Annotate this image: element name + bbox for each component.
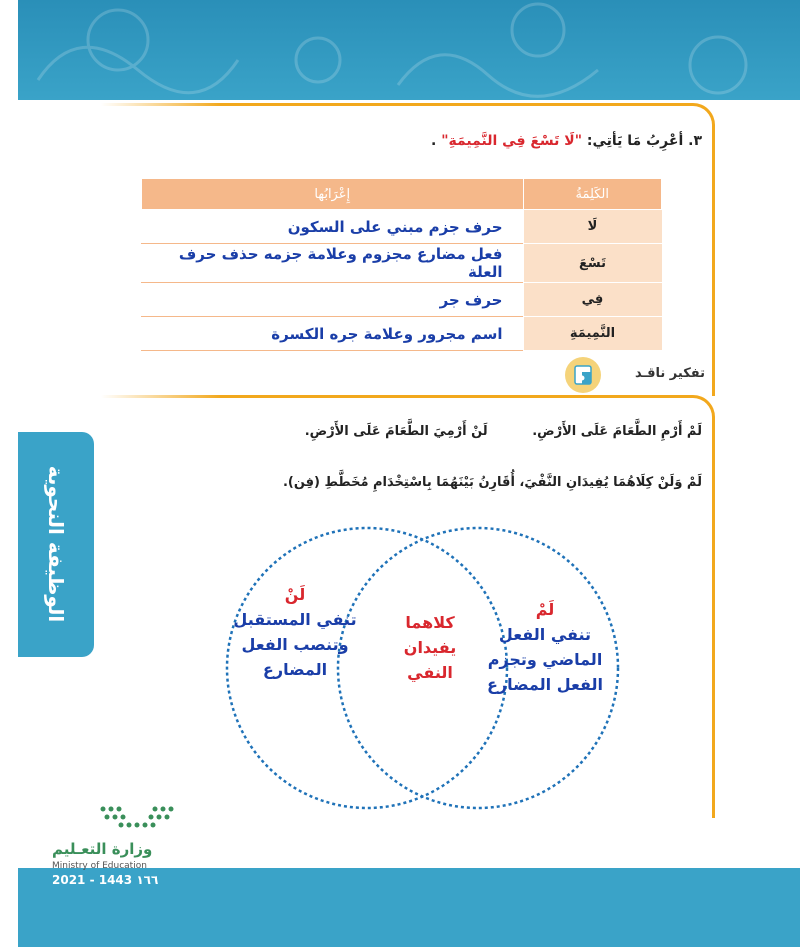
logo-year: 2021 - 1443 (52, 873, 133, 887)
row-answer: اسم مجرور وعلامة جره الكسرة (142, 317, 524, 351)
row-word: تَسْعَ (523, 244, 662, 283)
venn-lam-line: الماضي وتجزم (487, 650, 603, 669)
logo-dots-icon (95, 803, 185, 835)
banner-pattern (18, 0, 800, 100)
page-number: ١٦٦ (136, 873, 159, 887)
row-word: النَّمِيمَةِ (523, 317, 662, 351)
side-tab (18, 432, 94, 657)
example-sentence-lan: لَنْ أَرْمِيَ الطَّعَامَ عَلَى الأَرْضِ. (304, 424, 488, 439)
row-answer: حرف جر (142, 283, 524, 317)
venn-shared-line: النفي (407, 663, 453, 682)
top-banner (18, 0, 800, 100)
question-text: أعْرِبُ مَا يَأتِي: (586, 133, 684, 149)
venn-lan-line: المضارع (262, 660, 328, 679)
venn-lan-line: تنفي المستقبل (233, 610, 357, 629)
logo-english: Ministry of Education (52, 861, 147, 871)
venn-lan-head: لَنْ (284, 585, 306, 604)
logo-arabic: وزارة التعـليم (52, 840, 153, 858)
venn-lam-line: تنفي الفعل (498, 625, 592, 644)
venn-shared-text (380, 610, 480, 685)
venn-lam-line: الفعل المضارع (486, 675, 604, 694)
row-word: فِي (523, 283, 662, 317)
irab-table (141, 178, 662, 351)
row-answer: حرف جزم مبني على السكون (142, 210, 524, 244)
question-end: . (431, 133, 437, 149)
table-header-row (142, 179, 662, 210)
side-tab-label: الوظيفة النحوية (44, 465, 68, 623)
critical-thinking-label: تفكير ناقـد (635, 366, 705, 381)
venn-lam-text (470, 597, 620, 697)
row-word: لَا (523, 210, 662, 244)
puzzle-icon (565, 357, 601, 393)
header-word: الكَلِمَةُ (523, 179, 662, 210)
example-sentences (305, 424, 702, 439)
example-sentence-lam: لَمْ أَرْمِ الطَّعَامَ عَلَى الأَرْضِ. (532, 424, 702, 439)
venn-instruction: لَمْ وَلَنْ كِلَاهُمَا يُفِيدَانِ النَّفْيَ، أُقَارِنُ بَيْنَهُمَا بِاسْتِخْدَامِ مُخَطَّطِ (فِن). (282, 475, 702, 490)
question-line (431, 133, 702, 149)
row-answer: فعل مضارع مجزوم وعلامة جزمه حذف حرف العلة (142, 244, 524, 283)
critical-thinking-heading (565, 357, 705, 393)
venn-shared-line: كلاهما (405, 613, 455, 632)
venn-lan-text (220, 582, 370, 682)
table-row (142, 317, 662, 351)
header-answer: إِعْرَابُها (142, 179, 524, 210)
table-row (142, 283, 662, 317)
venn-shared-line: يفيدان (403, 638, 457, 657)
table-row (142, 210, 662, 244)
venn-lam-head: لَمْ (535, 600, 555, 619)
table-row (142, 244, 662, 283)
venn-lan-line: وتنصب الفعل (241, 635, 349, 654)
ministry-logo (40, 803, 190, 883)
question-number: ٣. (688, 133, 702, 149)
question-quote: "لَا تَسْعَ فِي النَّمِيمَةِ" (441, 133, 583, 149)
page-footer (52, 873, 158, 887)
